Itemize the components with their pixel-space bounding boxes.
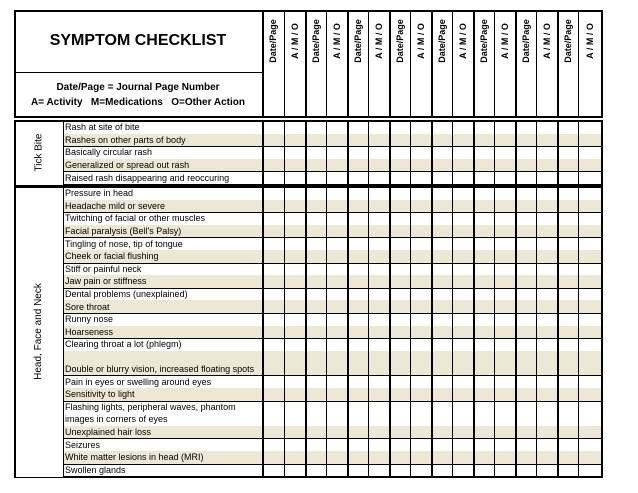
symptom-label xyxy=(65,376,211,388)
column-line xyxy=(326,120,327,186)
column-header-text: Date/Page xyxy=(394,19,405,63)
column-header-text: Date/Page xyxy=(436,19,447,63)
header-column-line xyxy=(389,10,391,118)
column-line xyxy=(347,120,349,186)
symptom-text: Runny nose xyxy=(65,314,114,325)
column-line xyxy=(578,186,579,478)
symptom-label xyxy=(65,388,135,400)
header-column-line xyxy=(452,10,453,118)
column-line xyxy=(452,186,453,478)
legend xyxy=(14,74,262,116)
table-bottom-border xyxy=(14,477,602,478)
symptom-text: Sore throat xyxy=(65,301,110,312)
column-line xyxy=(536,186,537,478)
header-column-line xyxy=(601,10,603,118)
header-column-line xyxy=(368,10,369,118)
header-column-line xyxy=(410,10,411,118)
column-line xyxy=(347,186,349,478)
column-line xyxy=(452,120,453,186)
section-label xyxy=(14,121,63,184)
row-separator xyxy=(64,438,602,439)
column-line xyxy=(557,186,559,478)
symptom-text: Swollen glands xyxy=(65,464,126,475)
header-column-line xyxy=(326,10,327,118)
column-line xyxy=(410,186,411,478)
column-line xyxy=(326,186,327,478)
column-header-date-page xyxy=(557,12,578,70)
column-line xyxy=(536,120,537,186)
column-header-amo xyxy=(326,12,347,70)
section-top-border xyxy=(14,120,602,122)
column-header-text: A / M / O xyxy=(584,23,595,59)
column-line xyxy=(305,120,307,186)
symptom-text: Dental problems (unexplained) xyxy=(65,288,188,299)
symptom-label xyxy=(65,172,229,184)
column-line xyxy=(473,186,475,478)
symptom-text: Flashing lights, peripheral waves, phantom xyxy=(65,401,236,412)
symptom-label xyxy=(65,200,165,212)
column-header-amo xyxy=(536,12,557,70)
header-column-line xyxy=(473,10,475,118)
section-label-text: Head, Face and Neck xyxy=(33,283,44,380)
header-column-line xyxy=(536,10,537,118)
column-line xyxy=(368,186,369,478)
column-line xyxy=(305,186,307,478)
symptom-label xyxy=(65,146,152,158)
column-header-amo xyxy=(410,12,431,70)
symptom-label xyxy=(65,464,126,476)
symptom-text: Cheek or facial flushing xyxy=(65,251,159,262)
header-column-line xyxy=(557,10,559,118)
header-column-line xyxy=(284,10,285,118)
symptom-label xyxy=(65,225,181,237)
symptom-text: Rash at site of bite xyxy=(65,122,140,133)
symptom-label xyxy=(65,159,189,171)
column-header-text: A / M / O xyxy=(457,23,468,59)
column-header-date-page xyxy=(305,12,326,70)
symptom-label xyxy=(65,301,110,313)
header-column-line xyxy=(578,10,579,118)
header-column-line xyxy=(347,10,349,118)
symptom-text: Jaw pain or stiffness xyxy=(65,276,147,287)
column-line xyxy=(410,120,411,186)
column-line xyxy=(515,120,517,186)
symptom-label xyxy=(65,401,236,425)
section-label-text: Tick Bite xyxy=(33,133,44,172)
column-line xyxy=(494,120,495,186)
column-header-text: A / M / O xyxy=(541,23,552,59)
symptom-text: images in corners of eyes xyxy=(65,413,168,424)
symptom-text: Stiff or painful neck xyxy=(65,263,142,274)
column-line xyxy=(389,186,391,478)
column-header-text: A / M / O xyxy=(373,23,384,59)
column-header-text: Date/Page xyxy=(562,19,573,63)
symptom-label xyxy=(65,338,182,350)
page-title: SYMPTOM CHECKLIST xyxy=(49,32,227,49)
symptom-label xyxy=(65,263,141,275)
row-shading xyxy=(64,388,601,401)
header-bottom-border xyxy=(14,116,602,118)
column-header-amo xyxy=(368,12,389,70)
section-left-border xyxy=(14,186,16,478)
symptom-text: Basically circular rash xyxy=(65,147,153,158)
legend-line-2: A= Activity M=Medications O=Other Action xyxy=(30,97,246,108)
symptom-label xyxy=(65,313,113,325)
column-header-text: A / M / O xyxy=(499,23,510,59)
section-label xyxy=(14,187,63,476)
symptom-label xyxy=(65,212,205,224)
column-header-text: A / M / O xyxy=(415,23,426,59)
column-line xyxy=(601,186,603,478)
header-column-line xyxy=(305,10,307,118)
row-shading xyxy=(64,326,601,339)
symptom-text: Raised rash disappearing and reoccuring xyxy=(65,172,230,183)
column-header-text: Date/Page xyxy=(310,19,321,63)
section-label-divider xyxy=(63,120,64,186)
symptom-label xyxy=(65,134,186,146)
column-line xyxy=(557,120,559,186)
symptom-label xyxy=(65,250,159,262)
row-separator xyxy=(64,313,602,314)
symptom-label xyxy=(65,121,140,133)
symptom-label xyxy=(65,288,188,300)
column-header-amo xyxy=(578,12,601,70)
symptom-text: Unexplained hair loss xyxy=(65,426,152,437)
column-header-text: Date/Page xyxy=(520,19,531,63)
symptom-text: Sensitivity to light xyxy=(65,389,135,400)
column-header-date-page xyxy=(473,12,494,70)
column-header-text: Date/Page xyxy=(352,19,363,63)
symptom-label xyxy=(65,426,151,438)
symptom-label xyxy=(65,275,146,287)
symptom-text: Generalized or spread out rash xyxy=(65,159,190,170)
column-line xyxy=(262,120,264,186)
column-line xyxy=(578,120,579,186)
column-header-text: A / M / O xyxy=(289,23,300,59)
symptom-text: Facial paralysis (Bell's Palsy) xyxy=(65,225,182,236)
column-line xyxy=(262,186,264,478)
symptom-label xyxy=(65,451,204,463)
column-header-text: Date/Page xyxy=(268,19,278,63)
column-header-amo xyxy=(494,12,515,70)
row-shading xyxy=(64,300,601,313)
header-column-line xyxy=(262,10,264,118)
symptom-text: Clearing throat a lot (phlegm) xyxy=(65,339,182,350)
column-line xyxy=(284,186,285,478)
section-label-divider xyxy=(63,186,64,478)
row-separator xyxy=(64,263,602,264)
column-header-text: Date/Page xyxy=(478,19,489,63)
column-line xyxy=(431,186,433,478)
symptom-text: Double or blurry vision, increased floating spots xyxy=(65,363,255,374)
column-line xyxy=(494,186,495,478)
symptom-text: Pressure in head xyxy=(65,188,134,199)
symptom-text: Twitching of facial or other muscles xyxy=(65,213,206,224)
section-left-border xyxy=(14,120,16,186)
column-line xyxy=(368,120,369,186)
header-column-line xyxy=(431,10,433,118)
column-header-amo xyxy=(452,12,473,70)
column-header-amo xyxy=(284,12,305,70)
header-title-divider xyxy=(14,72,263,73)
symptom-text: Hoarseness xyxy=(65,326,114,337)
section-top-border xyxy=(14,186,602,188)
symptom-label xyxy=(65,326,113,338)
symptom-text: Rashes on other parts of body xyxy=(65,134,186,145)
column-header-date-page xyxy=(515,12,536,70)
legend-line-1: Date/Page = Journal Page Number xyxy=(56,82,220,93)
symptom-label xyxy=(65,439,100,451)
column-line xyxy=(473,120,475,186)
symptom-text: Seizures xyxy=(65,439,101,450)
column-header-date-page xyxy=(262,12,284,70)
symptom-label xyxy=(65,187,133,199)
symptom-label xyxy=(65,363,254,375)
column-line xyxy=(601,120,603,186)
symptom-text: Tingling of nose, tip of tongue xyxy=(65,238,183,249)
symptom-text: White matter lesions in head (MRI) xyxy=(65,452,204,463)
column-header-date-page xyxy=(431,12,452,70)
row-separator xyxy=(64,464,602,465)
column-line xyxy=(284,120,285,186)
symptom-text: Pain in eyes or swelling around eyes xyxy=(65,376,212,387)
header-column-line xyxy=(515,10,517,118)
symptom-text: Headache mild or severe xyxy=(65,200,166,211)
column-line xyxy=(389,120,391,186)
column-header-text: A / M / O xyxy=(331,23,342,59)
column-line xyxy=(431,120,433,186)
column-line xyxy=(515,186,517,478)
symptom-label xyxy=(65,238,183,250)
header-column-line xyxy=(494,10,495,118)
column-header-date-page xyxy=(389,12,410,70)
column-header-date-page xyxy=(347,12,368,70)
